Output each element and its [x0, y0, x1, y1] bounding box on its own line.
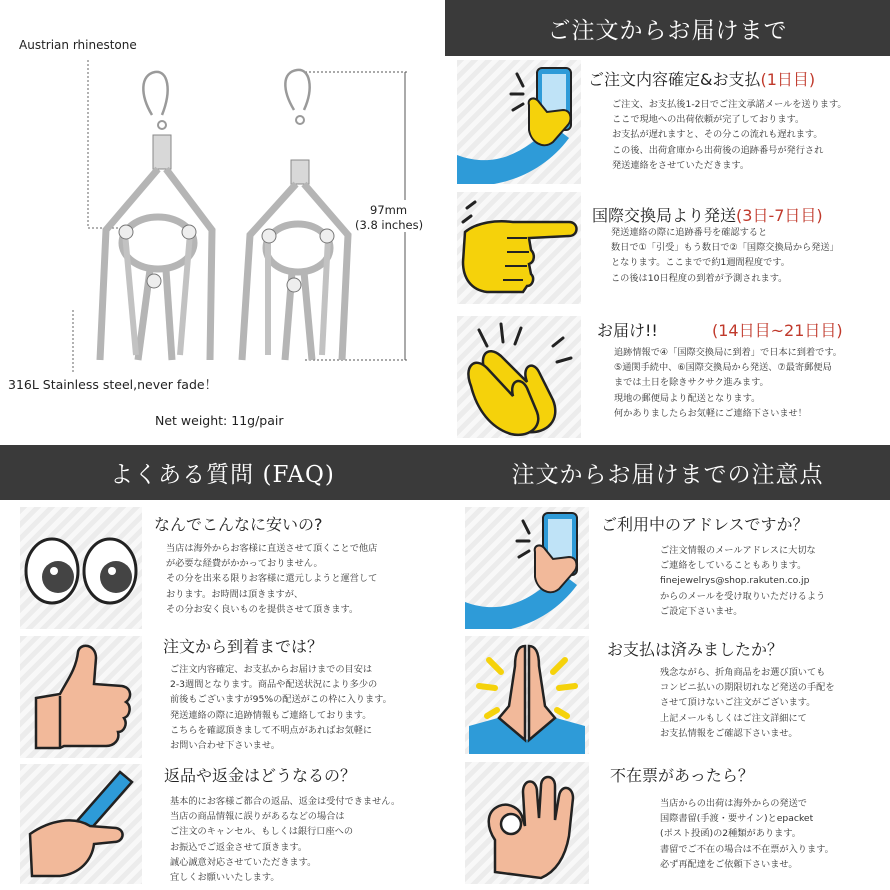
material-label: 316L Stainless steel,never fade！ [8, 377, 218, 392]
notes-icon-box-3 [465, 762, 589, 884]
faq-icon-box-1 [20, 507, 142, 629]
rhinestone-label: Austrian rhinestone [19, 38, 137, 52]
delivery-header: ご注文からお届けまで [445, 0, 890, 56]
delivery-step-3-days: (14日目~21日目) [712, 321, 843, 340]
weight-label: Net weight: 11g/pair [155, 413, 284, 428]
faq-2-title: 注文から到着までは？ [163, 637, 324, 656]
delivery-step-2-title-text: 国際交換局より発送 [592, 206, 737, 225]
thumbs-up-icon [20, 636, 142, 758]
pointing-hand-icon [457, 192, 581, 304]
delivery-step-2-title [592, 203, 823, 226]
size-inches-label: (3.8 inches) [355, 218, 424, 232]
delivery-icon-box-2 [457, 192, 581, 304]
faq-3-body: 基本的にお客様ご都合の返品、返金は受付できません。 当店の商品情報に誤りがあるなどの場合は ご注文のキャンセル、もしくは銀行口座への お振込でご返金させて頂きます。 誠心誠意対応させていただきます。 宜しくお願いいたします。 [170, 796, 401, 884]
eyes-icon [20, 507, 142, 629]
notes-icon-box-1 [465, 507, 589, 629]
phone-hand-icon [457, 60, 581, 184]
notes-3-body: 当店からの出荷は海外からの発送で 国際書留(手渡・要サイン)とepacket (ポスト投函)の2種類があります。 書留でご不在の場合は不在票が入ります。 必ず再配達をご依頼下さいませ。 [660, 798, 834, 870]
clapping-hands-icon [457, 316, 581, 438]
notes-1-body: ご注文情報のメールアドレスに大切な ご連絡をしていることもあります。 finejewelrys@shop.rakuten.co.jp からのメールを受け取りいただけるよう ご設定下さいませ。 [660, 545, 826, 617]
faq-icon-box-3 [20, 764, 142, 884]
faq-icon-box-2 [20, 636, 142, 758]
delivery-step-2-body: 発送連絡の際に追跡番号を確認すると 数日で①「引受」もう数日で②「国際交換局から発送」 となります。ここまでで約1週間程度です。 この後は10日程度の到着が予測されます。 [611, 227, 839, 284]
notes-2-body: 残念ながら、折角商品をお選び頂いても コンビニ払いの期限切れなど発送の手配を させて頂けないご注文がございます。 上記メールもしくはご注文詳細にて お支払情報をご確認下さいませ。 [660, 667, 835, 739]
notes-1-title: ご利用中のアドレスですか？ [601, 515, 809, 534]
faq-3-title: 返品や返金はどうなるの？ [164, 766, 357, 785]
delivery-step-1-body: ご注文、お支払後1-2日でご注文承諾メールを送ります。 ここで現地への出荷依頼が完了しております。 お支払が遅れますと、その分この流れも遅れます。 この後、出荷倉庫から出荷後の追跡番号が発行され 発送連絡をさせていただきます。 [612, 99, 847, 171]
product-panel [0, 0, 445, 445]
size-label: 97mm [370, 203, 408, 217]
delivery-step-3-title-text: お届け!! [597, 321, 658, 340]
ok-hand-icon [465, 762, 589, 884]
phone-hand-icon [465, 507, 589, 629]
delivery-step-3-body: 追跡情報で④「国際交換局に到着」で日本に到着です。 ⑤通関手続中、⑥国際交換局から発送、⑦最寄郵便局 までは土日を除きサクサク進みます。 現地の郵便局より配送となります。 何かありましたらお気軽にご連絡下さいませ！ [614, 347, 842, 419]
delivery-icon-box-3 [457, 316, 581, 438]
faq-header: よくある質問 (FAQ) [0, 445, 445, 500]
delivery-icon-box-1 [457, 60, 581, 184]
earrings-image [0, 0, 445, 445]
faq-1-body: 当店は海外からお客様に直送させて頂くことで他店 が必要な経費がかかっておりません。 その分を出来る限りお客様に還元しようと運営して おります。お時間は頂きますが、 その分お安く良いものを提供させて頂きます。 [166, 543, 378, 615]
notes-header: 注文からお届けまでの注意点 [445, 445, 890, 500]
faq-2-body: ご注文内容確定、お支払からお届けまでの目安は 2-3週間となります。商品や配送状況により多少の 前後もございますが95%の配送がこの枠に入ります。 発送連絡の際に追跡情報もご連絡しております。 こちらを確認頂きまして不明点があればお気軽に お問い合わせ下さいませ。 [170, 664, 392, 752]
delivery-step-2-days: (3日-7日目) [736, 206, 823, 225]
delivery-step-1-days: (1日目) [760, 70, 816, 89]
faq-1-title: なんでこんなに安いの? [154, 515, 323, 534]
notes-icon-box-2 [465, 636, 589, 754]
pen-hand-icon [20, 764, 142, 884]
delivery-step-1-title [588, 67, 815, 90]
notes-3-title: 不在票があったら？ [610, 766, 754, 785]
delivery-step-3-title [597, 318, 658, 341]
delivery-step-1-title-text: ご注文内容確定&お支払 [588, 70, 761, 89]
praying-hands-icon [465, 636, 589, 754]
notes-2-title: お支払は済みましたか？ [607, 640, 784, 659]
